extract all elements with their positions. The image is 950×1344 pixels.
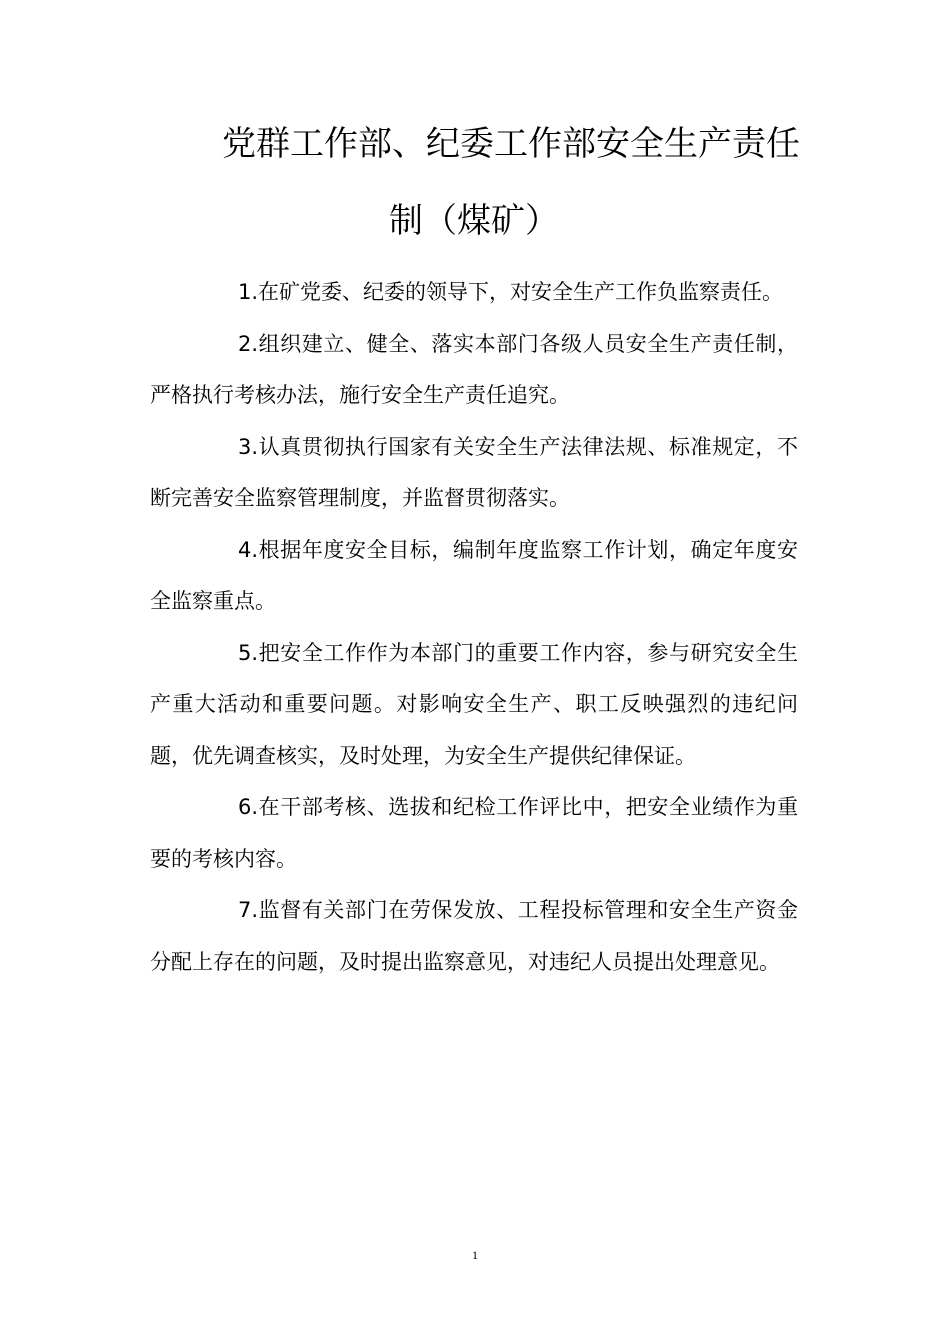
document-body xyxy=(150,267,798,988)
document-title-line-1: 党群工作部、纪委工作部安全生产责任 xyxy=(222,124,800,164)
document-title-line-2: 制（煤矿） xyxy=(389,201,559,241)
page-number: 1 xyxy=(472,1248,478,1262)
paragraph-7: 7.监督有关部门在劳保发放、工程投标管理和安全生产资金分配上存在的问题，及时提出监察意见，对违纪人员提出处理意见。 xyxy=(150,898,798,974)
paragraph-6: 6.在干部考核、选拔和纪检工作评比中，把安全业绩作为重要的考核内容。 xyxy=(150,795,798,871)
paragraph-5: 5.把安全工作作为本部门的重要工作内容，参与研究安全生产重大活动和重要问题。对影响安全生产、职工反映强烈的违纪问题，优先调查核实，及时处理，为安全生产提供纪律保证。 xyxy=(150,640,798,768)
paragraph-1: 1.在矿党委、纪委的领导下，对安全生产工作负监察责任。 xyxy=(238,280,784,304)
paragraph-2: 2.组织建立、健全、落实本部门各级人员安全生产责任制，严格执行考核办法，施行安全生产责任追究。 xyxy=(150,331,798,407)
paragraph-4: 4.根据年度安全目标，编制年度监察工作计划，确定年度安全监察重点。 xyxy=(150,537,798,613)
paragraph-3: 3.认真贯彻执行国家有关安全生产法律法规、标准规定，不断完善安全监察管理制度，并监督贯彻落实。 xyxy=(150,434,798,510)
